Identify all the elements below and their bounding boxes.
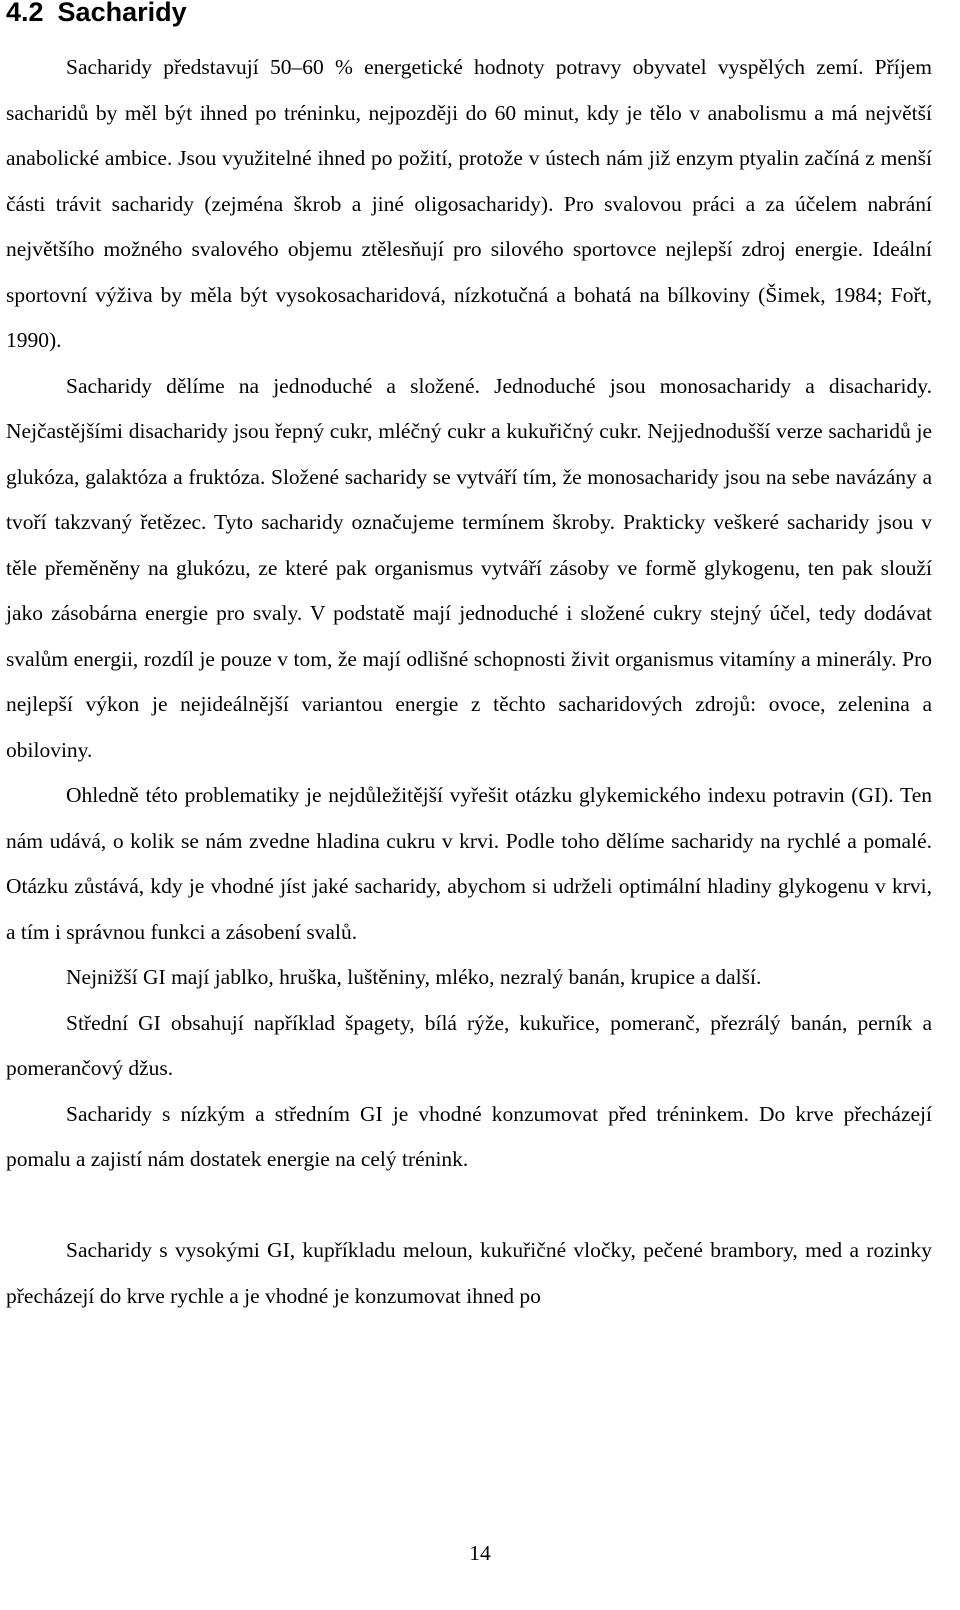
paragraph: Sacharidy s nízkým a středním GI je vhodné konzumovat před tréninkem. Do krve přecházejí pomalu a zajistí nám dostatek energie na celý trénink. [6,1101,932,1171]
body-text [6,45,932,1319]
section-heading [6,0,187,32]
paragraph: Ohledně této problematiky je nejdůležitější vyřešit otázku glykemického indexu potravin (GI). Ten nám udává, o kolik se nám zvedne hladina cukru v krvi. Podle toho dělíme sacharidy na rychlé a pomalé. Otázku zůstává, kdy je vhodné jíst jaké sacharidy, abychom si udrželi optimální hladiny glykogenu v krvi, a tím i správnou funkci a zásobení svalů. [6,783,932,944]
page-number: 14 [469,1541,491,1565]
paragraph: Sacharidy představují 50–60 % energetické hodnoty potravy obyvatel vyspělých zemí. Příjem sacharidů by měl být ihned po tréninku, nejpozději do 60 minut, kdy je tělo v anabolismu a má největší anabolické ambice. Jsou využitelné ihned po požití, protože v ústech nám již enzym ptyalin začíná z menší části trávit sacharidy (zejména škrob a jiné oligosacharidy). Pro svalovou práci a za účelem nabrání největšího možného svalového objemu ztělesňují pro silového sportovce nejlepší zdroj energie. Ideální sportovní výživa by měla být vysokosacharidová, nízkotučná a bohatá na bílkoviny (Šimek, 1984; Fořt, 1990). [6,55,932,352]
section-title: Sacharidy [57,0,187,27]
paragraph: Sacharidy s vysokými GI, kupříkladu meloun, kukuřičné vločky, pečené brambory, med a rozinky přecházejí do krve rychle a je vhodné je konzumovat ihned po [6,1238,932,1308]
paragraph: Střední GI obsahují například špagety, bílá rýže, kukuřice, pomeranč, přezrálý banán, perník a pomerančový džus. [6,1010,932,1080]
section-number: 4.2 [6,0,44,27]
paragraph: Nejnižší GI mají jablko, hruška, luštěniny, mléko, nezralý banán, krupice a další. [66,965,762,989]
paragraph: Sacharidy dělíme na jednoduché a složené. Jednoduché jsou monosacharidy a disacharidy. Nejčastějšími disacharidy jsou řepný cukr, mléčný cukr a kukuřičný cukr. Nejjednodušší verze sacharidů je glukóza, galaktóza a fruktóza. Složené sacharidy se vytváří tím, že monosacharidy jsou na sebe navázány a tvoří takzvaný řetězec. Tyto sacharidy označujeme termínem škroby. Prakticky veškeré sacharidy jsou v těle přeměněny na glukózu, ze které pak organismus vytváří zásoby ve formě glykogenu, ten pak slouží jako zásobárna energie pro svaly. V podstatě mají jednoduché i složené cukry stejný účel, tedy dodávat svalům energii, rozdíl je pouze v tom, že mají odlišné schopnosti živit organismus vitamíny a minerály. Pro nejlepší výkon je nejideálnější variantou energie z těchto sacharidových zdrojů: ovoce, zelenina a obiloviny. [6,373,932,762]
